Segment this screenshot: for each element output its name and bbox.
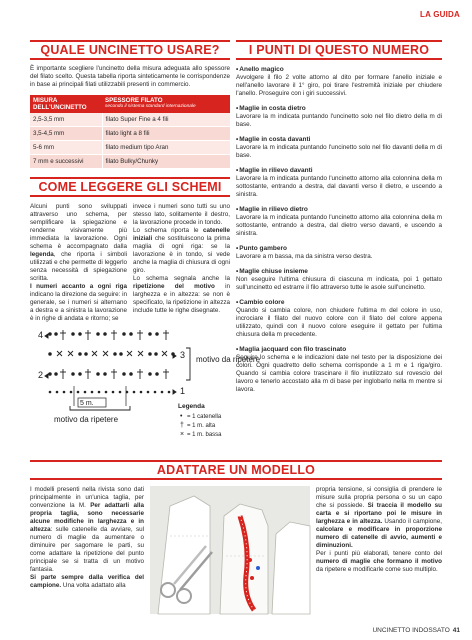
schemes-section-heading — [30, 177, 230, 197]
legend-text: = 1 catenella — [187, 414, 222, 420]
pattern-illustration — [150, 486, 310, 614]
height-repeat-bracket — [186, 348, 190, 380]
model-c2-a: propria tensione, si consiglia di prendere le misure sulla propria persona o su un capo che si possiede. — [316, 486, 442, 509]
model-c1-d: Si parte sempre dalla verifica del campione. — [30, 574, 144, 589]
stitch-name: • Maglie in rilievo davanti — [236, 167, 442, 175]
schemes-p4-b: ripetizione del motivo — [133, 283, 215, 290]
model-c1-a: I modelli presenti nella rivista sono dati principalmente in un'unica taglia, per convenzione la M. — [30, 486, 144, 509]
stitch-item — [236, 66, 442, 98]
crochet-diagram — [30, 326, 261, 446]
page-footer — [372, 627, 460, 634]
stitch-item — [236, 167, 442, 199]
needle-intro: È importante scegliere l'uncinetto della misura adeguata allo spessore del filato scelto. Questa tabella riporta sinteticamente le corrispondenze in base ai principali filati utilizzabili presenti in commercio. — [30, 65, 230, 88]
stitch-name: • Maglie in costa davanti — [236, 136, 442, 144]
schemes-section-title: COME LEGGERE GLI SCHEMI — [38, 180, 222, 194]
right-column — [236, 40, 442, 401]
legend-text: = 1 m. bassa — [187, 432, 222, 438]
row-number: 3 — [180, 350, 186, 360]
chart-row-3 — [49, 351, 175, 356]
stitch-name: • Maglie in rilievo dietro — [236, 206, 442, 214]
schemes-p3-b: Lo schema riporta le — [133, 227, 204, 234]
stitch-desc: Lavorare la m indicata puntando l'uncinetto solo nel filo davanti della m di base. — [236, 144, 442, 159]
stitch-item — [236, 105, 442, 129]
table-cell-yarn: filato Super Fine a 4 fili — [102, 113, 230, 127]
section-tag: LA GUIDA — [420, 10, 460, 19]
chart-row-2 — [49, 369, 169, 379]
table-row — [30, 113, 230, 127]
needle-section-title: QUALE UNCINETTO USARE? — [40, 43, 220, 57]
schemes-p4-c: in larghezza e in altezza: se non è specificato, la ripetizione in altezza include tutte le righe disegnate. — [133, 283, 230, 314]
stitch-desc: Lavorare la m indicata puntando l'uncinetto attorno alla colonnina della m sottostante, entrando a destra, dal davanti verso il dietro, e uscendo a sinistra. — [236, 175, 442, 198]
table-cell-size: 7 mm e successivi — [30, 155, 102, 169]
stitch-item — [236, 136, 442, 160]
row-number: 1 — [180, 386, 186, 396]
row-number: 2 — [38, 370, 44, 380]
legend-title: Legenda — [178, 403, 205, 410]
legend-text: = 1 m. alta — [187, 423, 216, 429]
stitch-item — [236, 299, 442, 339]
table-header-yarn-label: SPESSORE FILATO — [105, 97, 163, 104]
table-row — [30, 155, 230, 169]
model-c2-e: Per i punti più elaborati, tenere conto del — [316, 550, 442, 557]
legend-symbol: • — [180, 413, 183, 420]
table-header-yarn-note: secondo il sistema standard internazionale — [105, 104, 196, 109]
stitch-desc: Non eseguire l'ultima chiusura di ciascuna m indicata, poi 1 gettato sull'uncinetto ed estrarre il filo attraverso tutte le asole sull'uncinetto. — [236, 276, 442, 291]
stitch-name: • Anello magico — [236, 66, 442, 74]
model-c2-g: da ripetere e modificarle come suo multiplo. — [316, 566, 438, 573]
table-cell-size: 2,5-3,5 mm — [30, 113, 102, 127]
stitch-item — [236, 206, 442, 238]
table-cell-yarn: filato light a 8 fili — [102, 127, 230, 141]
stitch-name: • Maglie chiuse insieme — [236, 268, 442, 276]
stitch-item — [236, 245, 442, 261]
stitch-desc: Quando si cambia colore, non chiudere l'ultima m del colore in uso, incrociare il filato del nuovo colore con il filato del colore appena utilizzato, quindi con il nuovo colore eseguire il gettato per l'ultima chiusura della m precedente. — [236, 307, 442, 338]
stitch-name: • Maglie in costa dietro — [236, 105, 442, 113]
stitches-section-heading — [236, 40, 442, 60]
table-header-yarn — [102, 95, 230, 113]
stitch-name: • Maglia jacquard con filo trascinato — [236, 346, 442, 354]
schemes-p1-a: Alcuni punti sono sviluppati attraverso uno schema, per semplificare la spiegazione e renderne visivamente più immediata la lavorazione. Ogni schema è accompagnato dalla — [30, 203, 127, 250]
schemes-p3-c: catenelle iniziali — [133, 227, 230, 242]
schemes-p1-b: legenda — [30, 251, 54, 258]
schemes-p1-c: , che riporta i simboli utilizzati e che permette di leggerlo senza necessità di spiegazione scritta. — [30, 251, 127, 282]
stitch-desc: Seguire lo schema e le indicazioni date nel testo per la disposizione dei colori. Ogni quadretto dello schema corrisponde a 1 m e 1 riga/giro. Quando si cambia colore trascinare il filo inutilizzato sul rovescio del lavoro e tenerlo accostato alla m di base per inglobarlo nella m mentre si lavora. — [236, 354, 442, 393]
model-c2-b: Si traccia il modello su carta e si riportano poi le misure in larghezza e in altezza. — [316, 502, 442, 525]
stitch-list — [236, 66, 442, 394]
stitch-desc: Lavorare la m indicata puntando l'uncinetto solo nel filo dietro della m di base. — [236, 113, 442, 128]
model-section-title: ADATTARE UN MODELLO — [156, 463, 316, 477]
left-column — [30, 40, 230, 323]
schemes-p2-b: indicano la direzione da seguire: in generale, se i numeri si alternano a destra e a sinistra la lavorazione è in righe di andata e ritorno; se — [30, 291, 127, 322]
model-c1-c: : sulle catenelle da avviare, sul numero di maglie da aumentare o diminuire per sagomare le parti, su come adattare la ripetizione del punto principale se si tratta di un motivo fantasia. — [30, 526, 144, 573]
schemes-p3-a: invece i numeri sono tutti su uno stesso lato, solitamente il destro, la lavorazione procede in tondo. — [133, 203, 230, 226]
crochet-chart-svg — [30, 326, 261, 446]
chart-row-1 — [49, 391, 171, 394]
stitch-desc: Lavorare la m indicata puntando l'uncinetto attorno alla colonnina della m sottostante, entrando a destra, dal dietro verso davanti, e uscendo a sinistra. — [236, 214, 442, 237]
model-c2-c: Usando il campione, — [382, 518, 442, 525]
width-repeat-bracket — [70, 406, 130, 410]
stitch-item — [236, 346, 442, 394]
schemes-text-col2 — [133, 203, 230, 323]
schemes-p3-d: che sostituiscono la prima maglia di ogni riga: se la lavorazione è in tondo, si vede anche la maglia di chiusura di ogni giro. — [133, 235, 230, 274]
model-c1-e: Una volta adattato alla — [61, 582, 126, 589]
schemes-text — [30, 203, 230, 323]
hook-size-table — [30, 95, 230, 169]
chart-row-4 — [49, 330, 169, 340]
page-number: 41 — [452, 627, 460, 634]
schemes-p2-a: I numeri accanto a ogni riga — [30, 283, 127, 290]
table-header-size: MISURA DELL'UNCINETTO — [30, 95, 102, 113]
schemes-text-col1 — [30, 203, 127, 323]
stitch-item — [236, 268, 442, 292]
table-cell-size: 5-6 mm — [30, 141, 102, 155]
model-c2-f: numero di maglie che formano il motivo — [316, 558, 442, 565]
model-text-col2 — [316, 486, 442, 574]
stitch-name: • Punto gambero — [236, 245, 442, 253]
stitch-name: • Cambio colore — [236, 299, 442, 307]
width-repeat-label: motivo da ripetere — [54, 415, 119, 424]
table-row — [30, 141, 230, 155]
needle-section-heading — [30, 40, 230, 60]
legend-symbol: † — [180, 422, 184, 429]
model-text-col1 — [30, 486, 144, 590]
table-header-row — [30, 95, 230, 113]
model-c1-b: Per adattarli alla propria taglia, sono necessarie alcune modifiche in larghezza e in altezza — [30, 502, 144, 533]
stitches-section-title: I PUNTI DI QUESTO NUMERO — [248, 43, 430, 57]
magazine-name: UNCINETTO INDOSSATO — [372, 627, 450, 634]
table-cell-size: 3,5-4,5 mm — [30, 127, 102, 141]
table-row — [30, 127, 230, 141]
legend-symbol: × — [180, 431, 185, 438]
model-section-heading — [30, 460, 442, 480]
table-cell-yarn: filato medium tipo Aran — [102, 141, 230, 155]
schemes-p4-a: Lo schema segnala anche la — [133, 275, 230, 282]
height-repeat-label-text: motivo da ripetere — [196, 355, 261, 364]
stitch-desc: Lavorare a m bassa, ma da sinistra verso destra. — [236, 253, 373, 260]
model-c2-d: calcolare e modificare in proporzione numero di catenelle di avvio, aumenti e diminuzioni. — [316, 526, 442, 549]
sewing-pattern-photo — [150, 486, 310, 614]
row-number: 4 — [38, 330, 44, 340]
width-mark: 5 m. — [80, 400, 94, 407]
table-cell-yarn: filato Bulky/Chunky — [102, 155, 230, 169]
stitch-desc: Avvolgere il filo 2 volte attorno al dito per formare l'anello iniziale e nell'anello lavorare il 1° giro, poi tirare l'estremità iniziale per chiudere l'anello. Proseguire con i giri successivi. — [236, 74, 442, 97]
row-direction-arrows — [45, 334, 176, 394]
